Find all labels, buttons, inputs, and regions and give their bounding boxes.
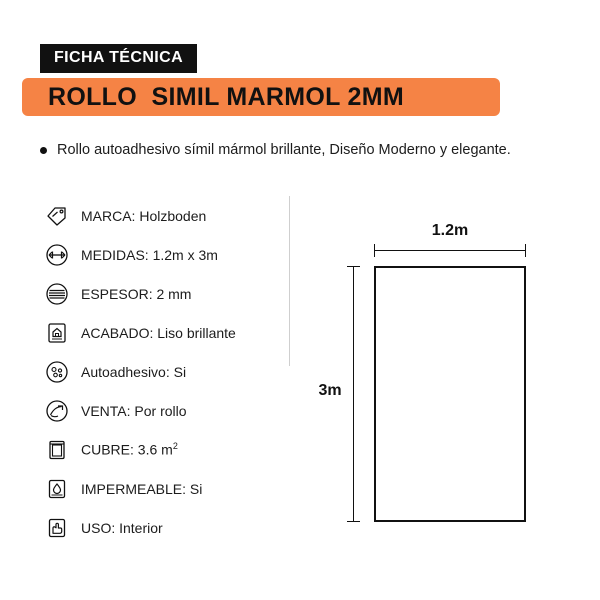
spec-label-acabado: ACABADO: Liso brillante [81,324,236,341]
spec-label-cubre-text: CUBRE: 3.6 m [81,441,173,458]
spec-item-marca [44,196,284,235]
diagram-height-cap-bottom [347,521,360,522]
spec-label-uso: USO: Interior [81,519,163,536]
page-title: ROLLO SIMIL MARMOL 2MM [48,83,404,111]
description-text: Rollo autoadhesivo símil mármol brillante, Diseño Moderno y elegante. [57,142,511,158]
ficha-tecnica-tag: FICHA TÉCNICA [40,44,197,73]
spec-label-autoadhesivo: Autoadhesivo: Si [81,363,187,380]
spec-item-impermeable [44,469,284,508]
tag-icon [44,203,70,229]
hand-roll-icon [44,398,70,424]
spec-label-espesor: ESPESOR: 2 mm [81,285,192,302]
spec-label-impermeable: IMPERMEABLE: Si [81,480,203,497]
header-tag-wrapper [40,44,197,73]
spec-item-acabado [44,313,284,352]
vertical-divider [289,196,290,366]
spec-item-venta [44,391,284,430]
spec-item-espesor [44,274,284,313]
spec-item-autoadhesivo [44,352,284,391]
spec-item-medidas [44,235,284,274]
waterproof-icon [44,476,70,502]
spec-label-marca: MARCA: Holzboden [81,207,207,224]
adhesive-icon [44,359,70,385]
description-row [40,140,580,160]
spec-label-medidas: MEDIDAS: 1.2m x 3m [81,246,218,263]
spec-label-venta: VENTA: Por rollo [81,402,187,419]
ruler-icon [44,242,70,268]
spec-label-cubre [81,441,178,458]
diagram-width-line [374,250,526,251]
use-icon [44,515,70,541]
diagram-height-line [353,266,354,522]
spec-label-cubre-sup: 2 [172,441,178,452]
product-rectangle [374,266,526,522]
layers-icon [44,281,70,307]
coverage-icon [44,437,70,463]
spec-item-cubre [44,430,284,469]
diagram-width-cap-right [525,244,526,257]
diagram-height-label: 3m [318,382,342,399]
house-finish-icon [44,320,70,346]
dimension-diagram [318,222,570,542]
bullet-icon [40,147,47,154]
spec-item-uso [44,508,284,547]
diagram-width-label: 1.2m [431,222,469,239]
spec-list [44,196,284,547]
